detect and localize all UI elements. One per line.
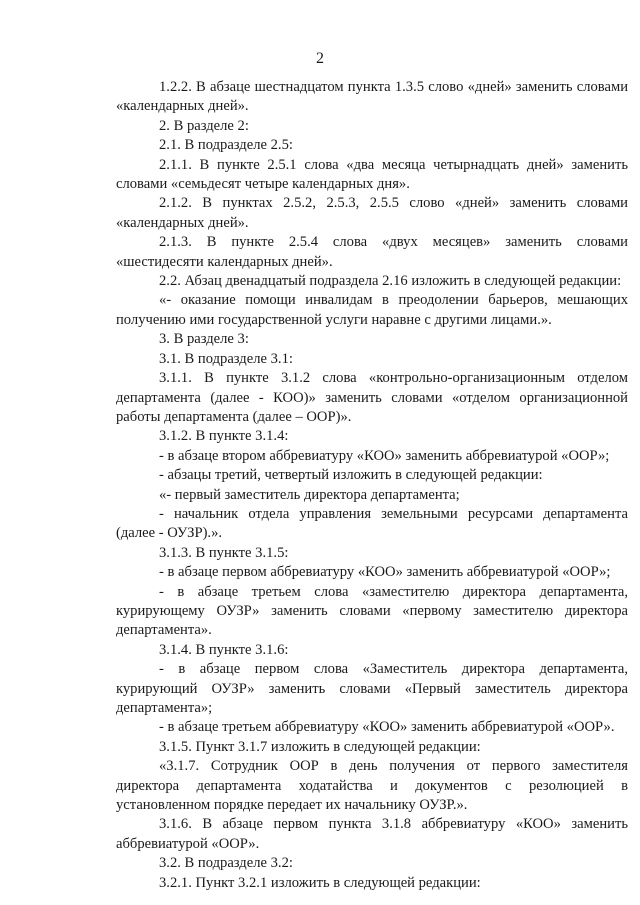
paragraph: - в абзаце первом аббревиатуру «КОО» заменить аббревиатурой «ООР»;	[159, 564, 611, 581]
paragraph: 3.1.4. В пункте 3.1.6:	[159, 641, 289, 658]
paragraph: «- первый заместитель директора департамента;	[159, 486, 460, 503]
paragraph: - начальник отдела управления земельными ресурсами департамента (далее - ОУЗР).».	[116, 505, 628, 542]
paragraph: - абзацы третий, четвертый изложить в следующей редакции:	[159, 467, 543, 484]
paragraph: 3.2.1. Пункт 3.2.1 изложить в следующей редакции:	[159, 874, 481, 891]
document-body	[116, 78, 628, 893]
paragraph: 2.1.1. В пункте 2.5.1 слова «два месяца четырнадцать дней» заменить словами «семьдесят четыре календарных дня».	[116, 156, 628, 193]
paragraph: «3.1.7. Сотрудник ООР в день получения от первого заместителя директора департамента ходатайства и документов с резолюцией в установленном порядке передает их начальнику ОУЗР.».	[116, 758, 628, 814]
paragraph: 3. В разделе 3:	[159, 331, 249, 348]
paragraph: 2.1.2. В пунктах 2.5.2, 2.5.3, 2.5.5 слово «дней» заменить словами «календарных дней».	[116, 195, 628, 231]
paragraph: - в абзаце третьем слова «заместителю директора департамента, курирующему ОУЗР» заменить словами «первому заместителю директора департамента».	[116, 583, 628, 639]
paragraph: 3.1. В подразделе 3.1:	[159, 350, 293, 367]
paragraph: «- оказание помощи инвалидам в преодолении барьеров, мешающих получению ими государственной услуги наравне с другими лицами.».	[116, 292, 628, 328]
paragraph: 3.1.1. В пункте 3.1.2 слова «контрольно-организационным отделом департамента (далее - КОО)» заменить словами «отделом организационной работы департамента (далее – ООР)».	[116, 370, 628, 425]
paragraph: 3.2. В подразделе 3.2:	[159, 855, 293, 872]
paragraph: 1.2.2. В абзаце шестнадцатом пункта 1.3.5 слово «дней» заменить словами «календарных дней».	[116, 79, 628, 115]
paragraph: - в абзаце третьем аббревиатуру «КОО» заменить аббревиатурой «ООР».	[159, 719, 615, 736]
paragraph: 3.1.3. В пункте 3.1.5:	[159, 544, 289, 561]
paragraph: 2.1. В подразделе 2.5:	[159, 137, 293, 154]
page-number: 2	[316, 50, 324, 67]
paragraph: - в абзаце втором аббревиатуру «КОО» заменить аббревиатурой «ООР»;	[159, 447, 610, 464]
paragraph: - в абзаце первом слова «Заместитель директора департамента, курирующий ОУЗР» заменить словами «Первый заместитель директора департамента»;	[116, 661, 628, 716]
paragraph: 2. В разделе 2:	[159, 117, 249, 134]
paragraph: 2.2. Абзац двенадцатый подраздела 2.16 изложить в следующей редакции:	[159, 273, 622, 290]
paragraph: 3.1.6. В абзаце первом пункта 3.1.8 аббревиатуру «КОО» заменить аббревиатурой «ООР».	[116, 816, 628, 852]
paragraph: 3.1.2. В пункте 3.1.4:	[159, 428, 289, 445]
paragraph: 3.1.5. Пункт 3.1.7 изложить в следующей редакции:	[159, 738, 481, 755]
paragraph: 2.1.3. В пункте 2.5.4 слова «двух месяцев» заменить словами «шестидесяти календарных дней».	[116, 234, 628, 270]
